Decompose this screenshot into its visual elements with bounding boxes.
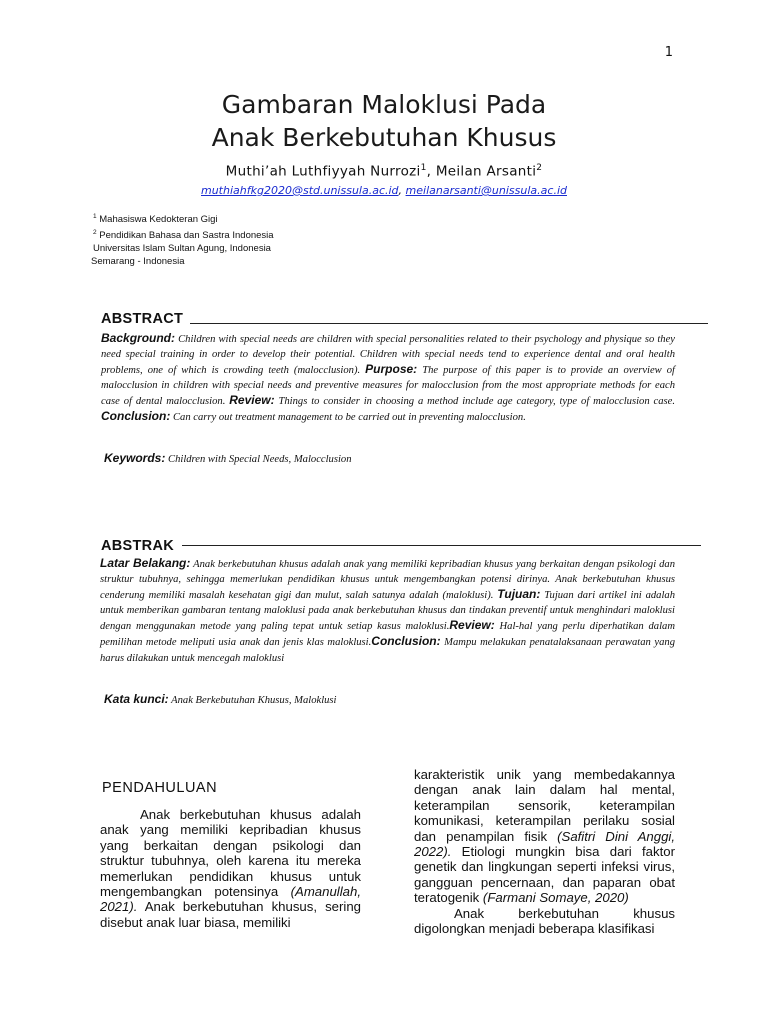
abstract-body <box>101 331 675 426</box>
email-link[interactable]: muthiahfkg2020@std.unissula.ac.id <box>201 184 399 197</box>
tujuan-label: Tujuan: <box>497 587 541 602</box>
paper-title-line2: Anak Berkebutuhan Khusus <box>211 123 557 152</box>
affiliation-line <box>93 226 274 242</box>
abstract-text: Things to consider in choosing a method include age category, type of malocclusion case. <box>274 396 676 408</box>
abstrak-text: Hal-hal yang perlu diperhatikan dalam pemilihan metode meliputi usia anak dan jenis klas maloklusi. <box>100 621 675 649</box>
page-number: 1 <box>664 45 673 60</box>
affiliation-text: Pendidikan Bahasa dan Sastra Indonesia <box>96 230 274 242</box>
affiliation-superscript: 2 <box>93 229 97 237</box>
author-name: Muthi’ah Luthfiyyah Nurrozi <box>225 163 421 180</box>
body-text: Anak berkebutuhan khusus digolongkan menjadi beberapa klasifikasi <box>414 905 675 937</box>
affiliation-text: Mahasiswa Kedokteran Gigi <box>96 214 218 226</box>
paragraph <box>414 767 675 906</box>
body-text: karakteristik unik yang membedakannya dengan anak lain dalam hal mental, keterampilan sensorik, keterampilan komunikasi, keterampilan perilaku sosial dan penampilan fisik <box>414 767 675 844</box>
affiliation-line <box>93 210 274 226</box>
citation: (Farmani Somaye, 2020) <box>482 890 629 906</box>
abstract-text: Children with special needs are children with special personalities related to their psychology and physique so they need special training in order to develop their potential. Children with special needs tend to experience dental and oral health problems, one of which is crowding teeth (malocclusion). <box>101 334 675 377</box>
author-superscript: 2 <box>536 163 543 173</box>
abstrak-heading: ABSTRAK <box>101 538 174 554</box>
purpose-label: Purpose: <box>365 362 418 377</box>
abstract-text: The purpose of this paper is to provide an overview of malocclusion in children with special needs and preventive measures for malocclusion from the most appropriate methods for each case of dental malocclusion. <box>101 365 675 408</box>
abstrak-rule <box>182 545 701 546</box>
author-superscript: 1 <box>420 163 427 173</box>
abstrak-text: Tujuan dari artikel ini adalah untuk memberikan gambaran tentang maloklusi pada anak berkebutuhan khusus dan tindakan preventif untuk menghindari maloklusi dengan menggunakan metode yang paling tepat untuk setiap kasus maloklusi. <box>100 590 675 633</box>
author-separator: , <box>426 163 436 180</box>
conclusion-label: Conclusion: <box>101 409 171 424</box>
author-line <box>0 163 768 180</box>
background-label: Background: <box>101 331 176 345</box>
body-text: Etiologi mungkin bisa dari faktor genetik dan lingkungan seperti infeksi virus, gangguan pencernaan, dan paparan obat teratogenik <box>414 844 675 906</box>
review-label: Review: <box>449 618 495 633</box>
right-column <box>414 767 675 936</box>
conclusion-label: Conclusion: <box>371 634 441 649</box>
abstrak-text: Anak berkebutuhan khusus adalah anak yang memiliki kepribadian khusus yang berkaitan dengan psikologi dan struktur tubuhnya, sehingga memerlukan pendidikan khusus untuk mengembangkan potensi dirinya. Anak berkebutuhan khusus cenderung memiliki masalah kesehatan gigi dan mulut, salah satunya adalah (maloklusi). <box>100 559 676 602</box>
left-column <box>100 807 361 930</box>
abstrak-text: Mampu melakukan penatalaksanaan perawatan yang harus dilakukan untuk mencegah maloklusi <box>100 637 675 664</box>
citation: (Safitri Dini Anggi, 2022). <box>414 828 675 860</box>
affiliation-line: Universitas Islam Sultan Agung, Indonesia <box>93 243 271 255</box>
abstract-rule <box>190 323 708 324</box>
review-label: Review: <box>229 393 275 408</box>
abstract-text: Can carry out treatment management to be carried out in preventing malocclusion. <box>170 412 526 424</box>
kata-kunci-text: Anak Berkebutuhan Khusus, Maloklusi <box>168 695 337 706</box>
pendahuluan-heading: PENDAHULUAN <box>102 780 218 796</box>
keywords-label: Keywords: <box>104 451 166 465</box>
email-separator: , <box>398 184 406 197</box>
citation: (Amanullah, 2021). <box>100 884 361 915</box>
email-line <box>0 184 768 197</box>
body-text: Anak berkebutuhan khusus, sering disebut anak luar biasa, memiliki <box>100 899 361 930</box>
keywords-text: Children with Special Needs, Malocclusion <box>165 454 352 465</box>
kata-kunci-label: Kata kunci: <box>104 692 169 706</box>
email-link[interactable]: meilanarsanti@unissula.ac.id <box>405 184 567 197</box>
affiliation-superscript: 1 <box>93 213 97 220</box>
keywords <box>104 451 352 465</box>
abstract-heading: ABSTRACT <box>101 311 184 327</box>
latar-label: Latar Belakang: <box>100 556 191 570</box>
author-name: Meilan Arsanti <box>435 163 537 180</box>
kata-kunci <box>104 692 337 706</box>
abstrak-body <box>100 556 675 666</box>
affiliations <box>93 210 274 268</box>
affiliation-line: Semarang - Indonesia <box>91 256 185 268</box>
body-text: Anak berkebutuhan khusus adalah anak yang memiliki kepribadian khusus yang berkaitan dengan psikologi dan struktur tubuhnya, oleh karena itu mereka memerlukan pendidikan khusus untuk mengembangkan potensinya <box>100 807 361 900</box>
paper-title-line1: Gambaran Maloklusi Pada <box>221 90 547 119</box>
paragraph <box>414 906 675 937</box>
